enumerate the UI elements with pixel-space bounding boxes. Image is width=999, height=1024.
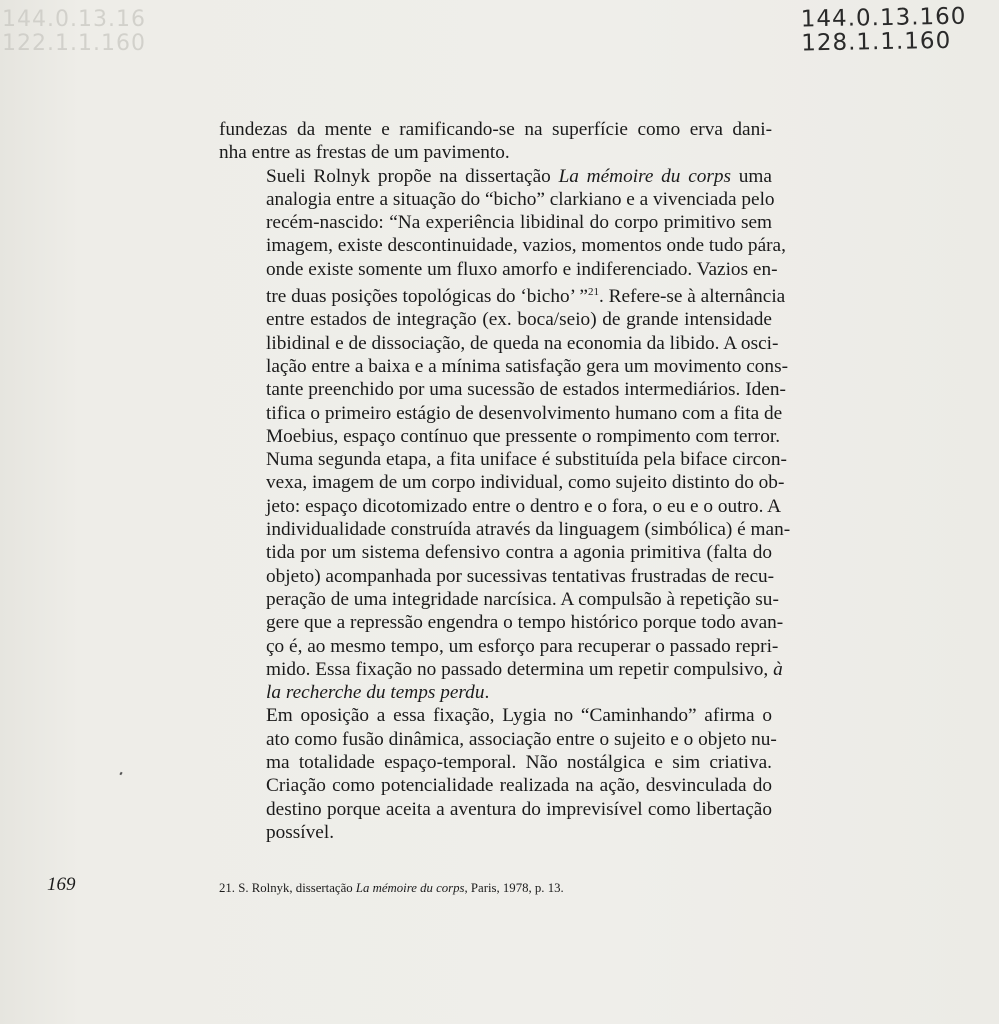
footnote-text: S. Rolnyk, dissertação bbox=[238, 881, 353, 895]
text-line: tre duas posições topológicas do ‘bicho’ ”$^{21}$. Refere-se à alternância bbox=[266, 286, 786, 308]
paragraph-3 bbox=[219, 704, 777, 844]
footnote-text-after: , Paris, 1978, p. 13. bbox=[464, 881, 564, 895]
text-line: lação entre a baixa e a mínima satisfação gera um movimento cons- bbox=[266, 355, 788, 377]
text-line: peração de uma integridade narcísica. A compulsão à repetição su- bbox=[266, 588, 779, 610]
text-line: imagem, existe descontinuidade, vazios, momentos onde tudo pára, bbox=[266, 235, 786, 257]
text-line: ato como fusão dinâmica, associação entre o sujeito e o objeto nu- bbox=[266, 728, 777, 750]
text-line: vexa, imagem de um corpo individual, como sujeito distinto do ob- bbox=[266, 472, 785, 494]
shelfmark-line-1: 144.0.13.160 bbox=[800, 3, 968, 33]
handwritten-shelfmark bbox=[801, 5, 967, 56]
text-line: Criação como potencialidade realizada na ação, desvinculada do bbox=[266, 775, 772, 797]
body-text bbox=[219, 118, 791, 844]
footnote-title: La mémoire du corps bbox=[355, 881, 465, 895]
text-line: mido. Essa fixação no passado determina um repetir compulsivo, à bbox=[266, 658, 783, 680]
paragraph-2 bbox=[219, 165, 791, 705]
faded-shelfmark: 144.0.13.16 122.1.1.160 bbox=[2, 7, 146, 56]
shelfmark-line-2: 128.1.1.160 bbox=[801, 27, 952, 57]
text-line: entre estados de integração (ex. boca/seio) de grande intensidade bbox=[266, 309, 772, 331]
text-line: tida por um sistema defensivo contra a agonia primitiva (falta do bbox=[266, 542, 772, 564]
text-line: tante preenchido por uma sucessão de estados intermediários. Iden- bbox=[266, 379, 786, 401]
text-line: onde existe somente um fluxo amorfo e indiferenciado. Vazios en- bbox=[266, 258, 778, 280]
text-line: objeto) acompanhada por sucessivas tentativas frustradas de recu- bbox=[266, 565, 775, 587]
paragraph-1 bbox=[219, 118, 772, 165]
footnote bbox=[219, 880, 564, 896]
text-line: Moebius, espaço contínuo que pressente o rompimento com terror. bbox=[266, 425, 781, 447]
text-line: jeto: espaço dicotomizado entre o dentro e o fora, o eu e o outro. A bbox=[266, 495, 782, 517]
text-line: analogia entre a situação do “bicho” clarkiano e a vivenciada pelo bbox=[266, 188, 775, 210]
page-number: 169 bbox=[47, 874, 76, 895]
text-line: Sueli Rolnyk propõe na dissertação La mémoire du corps uma bbox=[266, 165, 772, 187]
text-line: libidinal e de dissociação, de queda na economia da libido. A osci- bbox=[266, 332, 779, 354]
text-line: fundezas da mente e ramificando-se na superfície como erva dani- bbox=[219, 119, 772, 140]
text-line: ço é, ao mesmo tempo, um esforço para recuperar o passado repri- bbox=[266, 635, 779, 657]
footnote-number: 21. bbox=[219, 881, 235, 895]
text-line: destino porque aceita a aventura do imprevisível como libertação bbox=[266, 798, 772, 820]
text-line: Numa segunda etapa, a fita uniface é substituída pela biface circon- bbox=[266, 449, 787, 471]
text-line: gere que a repressão engendra o tempo histórico porque todo avan- bbox=[266, 612, 784, 634]
text-line: ma totalidade espaço-temporal. Não nostálgica e sim criativa. bbox=[266, 752, 772, 774]
text-line: la recherche du temps perdu. bbox=[266, 682, 490, 704]
text-line: nha entre as frestas de um pavimento. bbox=[219, 142, 510, 164]
text-line: possível. bbox=[266, 821, 335, 843]
text-line: tifica o primeiro estágio de desenvolvimento humano com a fita de bbox=[266, 402, 783, 424]
text-line: individualidade construída através da linguagem (simbólica) é man- bbox=[266, 519, 791, 541]
text-line: recém-nascido: “Na experiência libidinal do corpo primitivo sem bbox=[266, 212, 772, 234]
text-line: Em oposição a essa fixação, Lygia no “Caminhando” afirma o bbox=[266, 705, 772, 727]
paper-speck bbox=[119, 772, 122, 776]
